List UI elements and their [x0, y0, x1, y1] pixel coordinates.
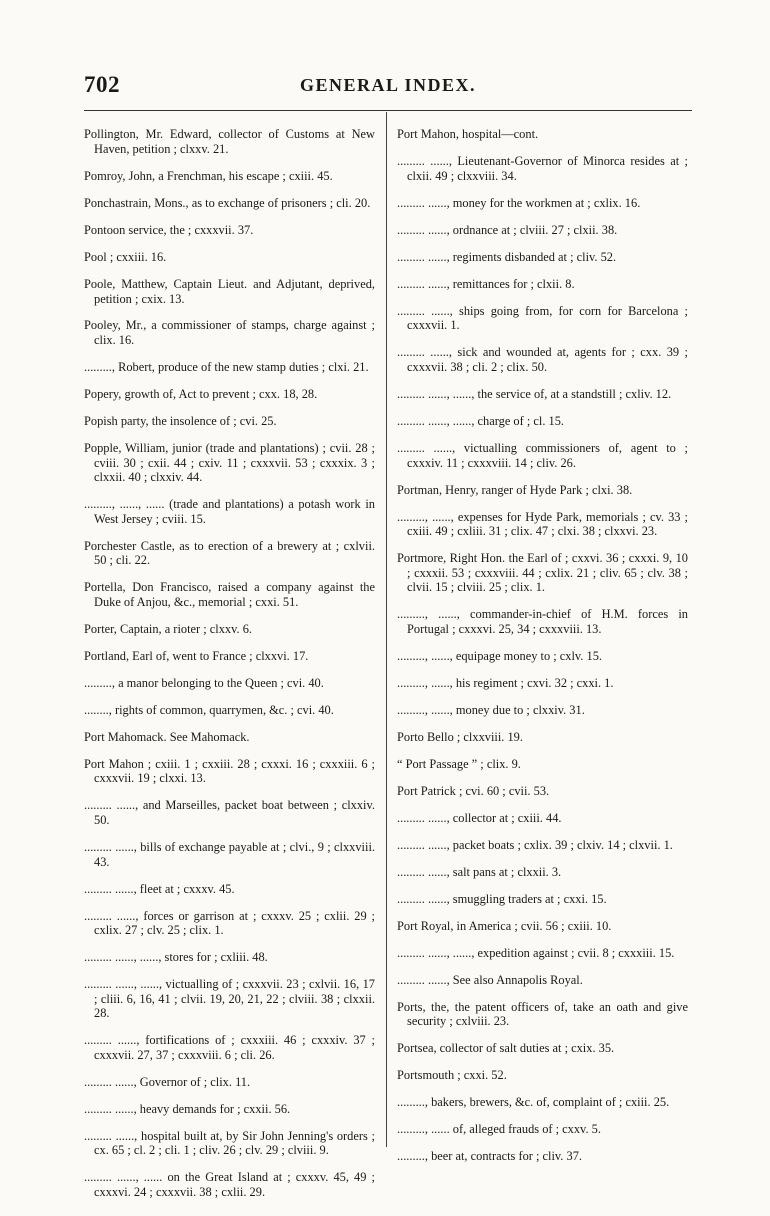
index-entry: Porchester Castle, as to erection of a brewery at ; cxlvii. 50 ; cli. 22.	[84, 538, 375, 568]
index-entry: ........., ......, equipage money to ; cxlv. 15.	[397, 648, 602, 663]
index-entry: ......... ......, Governor of ; clix. 11.	[84, 1074, 251, 1089]
index-entry: ......... ......, fortifications of ; cxxxiii. 46 ; cxxxiv. 37 ; cxxxvii. 27, 37 ; cxxxviii. 6 ; cli. 26.	[84, 1033, 375, 1062]
index-entry: ......... ......, smuggling traders at ; cxxi. 15.	[397, 891, 607, 906]
index-entry: ........., Robert, produce of the new stamp duties ; clxi. 21.	[84, 360, 369, 375]
index-entry: Pool ; cxxiii. 16.	[84, 249, 167, 264]
index-entry: Port Mahon, hospital—cont.	[397, 127, 539, 142]
index-entry: Portsmouth ; cxxi. 52.	[397, 1068, 507, 1083]
index-entry: Poole, Matthew, Captain Lieut. and Adjutant, deprived, petition ; cxix. 13.	[84, 276, 375, 306]
index-entry: ......... ......, Lieutenant-Governor of Minorca resides at ; clxii. 49 ; clxxviii. 34.	[397, 154, 688, 183]
index-entry: Port Mahomack. See Mahomack.	[84, 729, 250, 744]
index-entry: ......... ......, heavy demands for ; cxxii. 56.	[84, 1101, 291, 1116]
page-header	[84, 72, 692, 102]
index-entry: Portella, Don Francisco, raised a company against the Duke of Anjou, &c., memorial ; cxxi. 51.	[84, 580, 375, 609]
index-entry: ........., ......, commander-in-chief of H.M. forces in Portugal ; cxxxvi. 25, 34 ; cxxxviii. 13.	[397, 607, 688, 636]
index-entry: Portsea, collector of salt duties at ; cxix. 35.	[397, 1041, 615, 1056]
index-entry: ......... ......, ......, charge of ; cl. 15.	[397, 414, 565, 429]
right-column	[397, 115, 688, 1167]
index-entry: ......... ......, ......, the service of, at a standstill ; cxliv. 12.	[397, 387, 672, 402]
index-entry: Pomroy, John, a Frenchman, his escape ; cxiii. 45.	[84, 168, 333, 183]
index-entry: ........., ......, expenses for Hyde Park, memorials ; cv. 33 ; cxiii. 49 ; cxliii. 31 ; clix. 47 ; clxi. 38 ; clxxvi. 23.	[397, 509, 688, 539]
index-entry: Popery, growth of, Act to prevent ; cxx. 18, 28.	[84, 387, 318, 402]
index-entry: Ponchastrain, Mons., as to exchange of prisoners ; cli. 20.	[84, 195, 371, 210]
index-entry: Port Mahon ; cxiii. 1 ; cxxiii. 28 ; cxxxi. 16 ; cxxxiii. 6 ; cxxxvii. 19 ; clxxi. 13.	[84, 756, 375, 786]
index-entry: ......... ......, and Marseilles, packet boat between ; clxxiv. 50.	[84, 798, 375, 828]
index-entry: ......... ......, regiments disbanded at ; cliv. 52.	[397, 249, 617, 264]
index-entry: ......... ......, hospital built at, by Sir John Jenning's orders ; cx. 65 ; cl. 2 ; cli. 1 ; cliv. 26 ; clv. 29 ; clviii. 9.	[84, 1128, 375, 1158]
index-entry: Port Patrick ; cvi. 60 ; cvii. 53.	[397, 783, 550, 798]
header-rule	[84, 110, 692, 111]
index-entry: Portland, Earl of, went to France ; clxxvi. 17.	[84, 648, 309, 663]
index-entry: ........., beer at, contracts for ; cliv. 37.	[397, 1149, 582, 1164]
index-entry: ........., bakers, brewers, &c. of, complaint of ; cxiii. 25.	[397, 1095, 670, 1110]
index-entry: ........., ...... of, alleged frauds of ; cxxv. 5.	[397, 1122, 601, 1137]
index-entry: ......... ......, bills of exchange payable at ; clvi., 9 ; clxxviii. 43.	[84, 840, 375, 869]
index-entry: ......... ......, fleet at ; cxxxv. 45.	[84, 881, 235, 896]
index-entry: Portmore, Right Hon. the Earl of ; cxxvi. 36 ; cxxxi. 9, 10 ; cxxxii. 53 ; cxxxviii. 44 ; cxlix. 21 ; cliv. 65 ; clv. 38 ; clvii. 15 ; clviii. 25 ; clix. 1.	[397, 551, 688, 595]
index-entry: Portman, Henry, ranger of Hyde Park ; clxi. 38.	[397, 482, 633, 497]
index-entry: Pontoon service, the ; cxxxvii. 37.	[84, 222, 254, 237]
index-entry: ......... ......, ......, victualling of ; cxxxvii. 23 ; cxlvii. 16, 17 ; cliii. 6, 16, 41 ; clvii. 19, 20, 21, 22 ; clviii. 38 ; clxxii. 28.	[84, 977, 375, 1021]
index-entry: ........., ......, ...... (trade and plantations) a potash work in West Jersey ; cviii. 15.	[84, 497, 375, 526]
index-entry: ......... ......, sick and wounded at, agents for ; cxx. 39 ; cxxxvii. 38 ; cli. 2 ; clix. 50.	[397, 345, 688, 375]
index-entry: ......... ......, ...... on the Great Island at ; cxxxv. 45, 49 ; cxxxvi. 24 ; cxxxvii. 38 ; cxlii. 29.	[84, 1170, 375, 1200]
index-entry: Porto Bello ; clxxviii. 19.	[397, 729, 523, 744]
index-entry: ........, rights of common, quarrymen, &c. ; cvi. 40.	[84, 702, 334, 717]
index-entry: ......... ......, money for the workmen at ; cxlix. 16.	[397, 195, 641, 210]
index-entry: Port Royal, in America ; cvii. 56 ; cxiii. 10.	[397, 918, 612, 933]
index-entry: ......... ......, victualling commissioners of, agent to ; cxxxiv. 11 ; cxxxviii. 14 ; cliv. 26.	[397, 441, 688, 470]
index-entry: ......... ......, ......, expedition against ; cvii. 8 ; cxxxiii. 15.	[397, 945, 675, 960]
index-entry: ........., ......, his regiment ; cxvi. 32 ; cxxi. 1.	[397, 675, 614, 690]
index-entry: ......... ......, ships going from, for corn for Barcelona ; cxxxvii. 1.	[397, 303, 688, 333]
column-divider	[386, 112, 387, 1147]
index-entry: ......... ......, salt pans at ; clxxii. 3.	[397, 864, 562, 879]
index-entry: Pollington, Mr. Edward, collector of Customs at New Haven, petition ; clxxv. 21.	[84, 127, 375, 156]
left-column	[84, 115, 375, 1202]
index-entry: ......... ......, ......, stores for ; cxliii. 48.	[84, 950, 268, 965]
index-entry: ......... ......, packet boats ; cxlix. 39 ; clxiv. 14 ; clxvii. 1.	[397, 837, 673, 852]
index-entry: Popple, William, junior (trade and plantations) ; cvii. 28 ; cviii. 30 ; cxii. 44 ; cxiv. 11 ; cxxxvii. 53 ; cxxxix. 3 ; clxxii. 40 ; clxxiv. 44.	[84, 441, 375, 485]
index-entry: Pooley, Mr., a commissioner of stamps, charge against ; clix. 16.	[84, 318, 375, 348]
index-entry: ......... ......, ordnance at ; clviii. 27 ; clxii. 38.	[397, 222, 618, 237]
index-entry: ........., a manor belonging to the Queen ; cvi. 40.	[84, 675, 324, 690]
page-number: 702	[84, 72, 120, 97]
index-entry: ......... ......, See also Annapolis Royal.	[397, 972, 583, 987]
running-title: GENERAL INDEX.	[299, 75, 477, 95]
index-entry: Popish party, the insolence of ; cvi. 25.	[84, 414, 277, 429]
index-entry: ......... ......, remittances for ; clxii. 8.	[397, 276, 575, 291]
index-entry: ......... ......, collector at ; cxiii. 44.	[397, 810, 562, 825]
index-entry: ......... ......, forces or garrison at ; cxxxv. 25 ; cxlii. 29 ; cxlix. 27 ; clv. 25 ; clix. 1.	[84, 908, 375, 938]
index-entry: ........., ......, money due to ; clxxiv. 31.	[397, 702, 585, 717]
index-entry: “ Port Passage ” ; clix. 9.	[397, 756, 521, 771]
index-entry: Ports, the, the patent officers of, take an oath and give security ; cxlviii. 23.	[397, 999, 688, 1029]
index-entry: Porter, Captain, a rioter ; clxxv. 6.	[84, 621, 252, 636]
